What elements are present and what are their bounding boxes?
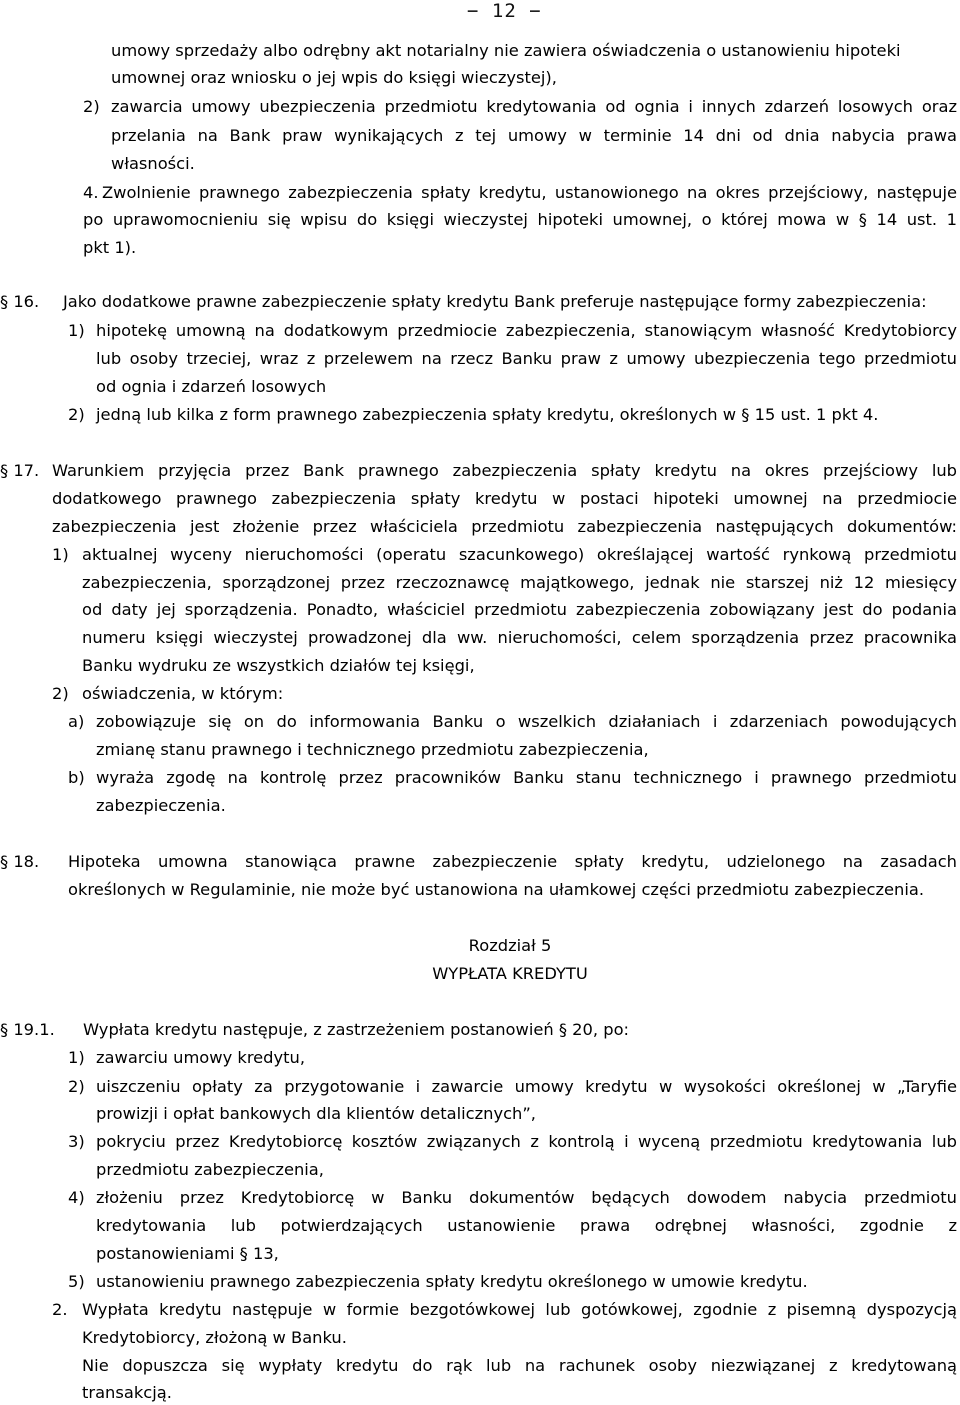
section-number: § 19.1.	[0, 1020, 55, 1039]
text-line: od ognia i zdarzeń losowych	[96, 377, 327, 396]
item-marker: 2)	[52, 684, 69, 703]
item-marker: 4)	[68, 1188, 85, 1207]
text-line: przelania na Bank praw wynikających z tej umowy w terminie 14 dni od dnia nabycia prawa	[111, 126, 957, 145]
section-number: § 16.	[0, 292, 40, 311]
text-line: złożeniu przez Kredytobiorcę w Banku dokumentów będących dowodem nabycia przedmiotu	[96, 1188, 957, 1207]
item-marker: 5)	[68, 1272, 85, 1291]
text-line: postanowieniami § 13,	[96, 1244, 279, 1263]
text-line: umowy sprzedaży albo odrębny akt notarialny nie zawiera oświadczenia o ustanowieniu hipoteki	[111, 41, 901, 60]
text-line: Zwolnienie prawnego zabezpieczenia spłaty kredytu, ustanowionego na okres przejściowy, następuje	[102, 183, 957, 202]
text-line: jedną lub kilka z form prawnego zabezpieczenia spłaty kredytu, określonych w § 15 ust. 1 pkt 4.	[96, 405, 879, 424]
text-line: własności.	[111, 154, 195, 173]
text-line: określonych w Regulaminie, nie może być ustanowiona na ułamkowej części przedmiotu zabezpieczenia.	[68, 880, 925, 899]
text-line: umownej oraz wniosku o jej wpis do księgi wieczystej),	[111, 68, 557, 87]
text-line: Jako dodatkowe prawne zabezpieczenie spłaty kredytu Bank preferuje następujące formy zabezpieczenia:	[63, 292, 927, 311]
text-line: Banku wydruku ze wszystkich działów tej księgi,	[82, 656, 475, 675]
text-line: numeru księgi wieczystej prowadzonej dla ww. nieruchomości, celem sporządzenia przez pracownika	[82, 628, 957, 647]
text-line: pkt 1).	[83, 238, 137, 257]
text-line: od daty jej sporządzenia. Ponadto, właściciel przedmiotu zabezpieczenia zobowiązany jest do podania	[82, 600, 957, 619]
item-marker: 2)	[83, 97, 100, 116]
text-line: Kredytobiorcy, złożoną w Banku.	[82, 1328, 347, 1347]
text-line: Warunkiem przyjęcia przez Bank prawnego zabezpieczenia spłaty kredytu na okres przejściowy lub	[52, 461, 957, 480]
item-marker: 4.	[83, 183, 99, 202]
item-marker: 2)	[68, 1077, 85, 1096]
text-line: zmianę stanu prawnego i technicznego przedmiotu zabezpieczenia,	[96, 740, 649, 759]
text-line: ustanowieniu prawnego zabezpieczenia spłaty kredytu określonego w umowie kredytu.	[96, 1272, 808, 1291]
item-marker: b)	[68, 768, 85, 787]
chapter-title: WYPŁATA KREDYTU	[432, 964, 588, 983]
text-line: Wypłata kredytu następuje, z zastrzeżeniem postanowień § 20, po:	[83, 1020, 630, 1039]
text-line: zobowiązuje się on do informowania Banku o wszelkich działaniach i zdarzeniach powodujących	[96, 712, 957, 731]
text-line: prowizji i opłat bankowych dla klientów detalicznych”,	[96, 1104, 536, 1123]
item-marker: 1)	[52, 545, 69, 564]
text-line: zabezpieczenia jest złożenie przez właściciela przedmiotu zabezpieczenia następujących dokumentów:	[52, 517, 957, 536]
text-line: oświadczenia, w którym:	[82, 684, 284, 703]
text-line: pokryciu przez Kredytobiorcę kosztów związanych z kontrolą i wyceną przedmiotu kredytowania lub	[96, 1132, 957, 1151]
text-line: hipotekę umowną na dodatkowym przedmiocie zabezpieczenia, stanowiącym własność Kredytobiorcy	[96, 321, 957, 340]
chapter-number: Rozdział 5	[468, 936, 552, 955]
text-line: zabezpieczenia.	[96, 796, 226, 815]
item-marker: 2)	[68, 405, 85, 424]
text-line: zabezpieczenia, sporządzonej przez rzeczoznawcę majątkowego, jednak nie starszej niż 12 miesięcy	[82, 573, 957, 592]
item-marker: 1)	[68, 321, 85, 340]
item-marker: 1)	[68, 1048, 85, 1067]
item-marker: 3)	[68, 1132, 85, 1151]
text-line: aktualnej wyceny nieruchomości (operatu szacunkowego) określającej wartość rynkową przedmiotu	[82, 545, 957, 564]
text-line: dodatkowego prawnego zabezpieczenia spłaty kredytu w postaci hipoteki umownej na przedmiocie	[52, 489, 957, 508]
text-line: Wypłata kredytu następuje w formie bezgotówkowej lub gotówkowej, zgodnie z pisemną dyspozycją	[82, 1300, 957, 1319]
item-marker: a)	[68, 712, 85, 731]
text-line: transakcją.	[82, 1383, 172, 1402]
text-line: lub osoby trzeciej, wraz z przelewem na rzecz Banku praw z umowy ubezpieczenia tego przedmiotu	[96, 349, 957, 368]
text-line: kredytowania lub potwierdzających ustanowienie prawa odrębnej własności, zgodnie z	[96, 1216, 957, 1235]
text-line: wyraża zgodę na kontrolę przez pracowników Banku stanu technicznego i prawnego przedmiotu	[96, 768, 957, 787]
item-marker: 2.	[52, 1300, 68, 1319]
text-line: zawarciu umowy kredytu,	[96, 1048, 306, 1067]
text-line: przedmiotu zabezpieczenia,	[96, 1160, 324, 1179]
text-line: Hipoteka umowna stanowiąca prawne zabezpieczenie spłaty kredytu, udzielonego na zasadach	[68, 852, 957, 871]
text-line: po uprawomocnieniu się wpisu do księgi wieczystej hipoteki umownej, o której mowa w § 14 ust. 1	[83, 210, 957, 229]
text-line: zawarcia umowy ubezpieczenia przedmiotu kredytowania od ognia i innych zdarzeń losowych oraz	[111, 97, 957, 116]
text-line: uiszczeniu opłaty za przygotowanie i zawarcie umowy kredytu w wysokości określonej w „Taryfie	[96, 1077, 957, 1096]
section-number: § 18.	[0, 852, 40, 871]
page-number: − 12 −	[467, 0, 542, 22]
text-line: Nie dopuszcza się wypłaty kredytu do rąk lub na rachunek osoby niezwiązanej z kredytowaną	[82, 1356, 957, 1375]
section-number: § 17.	[0, 461, 40, 480]
